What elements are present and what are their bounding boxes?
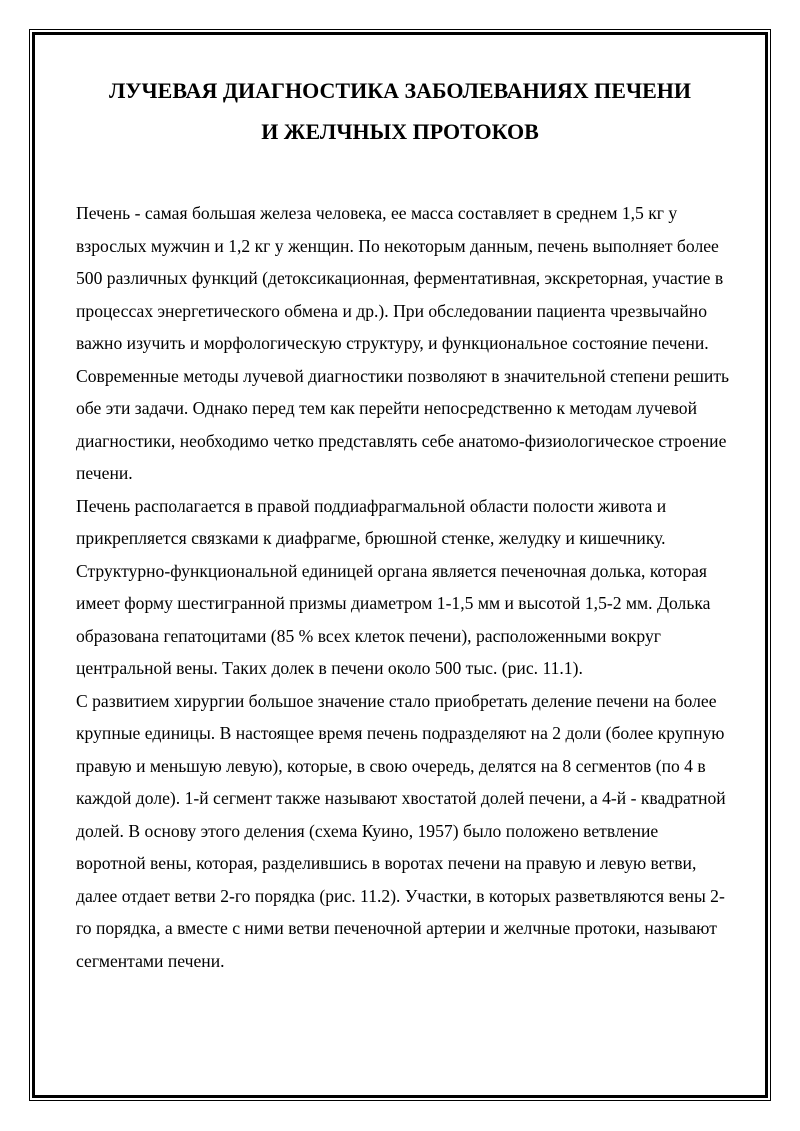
document-title: [40, 70, 760, 152]
title-line-2: И ЖЕЛЧНЫХ ПРОТОКОВ: [261, 119, 539, 144]
paragraph-3: С развитием хирургии большое значение стало приобретать деление печени на более крупные единицы. В настоящее время печень подразделяют на 2 доли (более крупную правую и меньшую левую), которые, в свою очередь, делятся на 8 сегментов (по 4 в каждой доле). 1-й сегмент также называют хвостатой долей печени, а 4-й - квадратной долей. В основу этого деления (схема Куино, 1957) было положено ветвление воротной вены, которая, разделившись в воротах печени на правую и левую ветви, далее отдает ветви 2-го порядка (рис. 11.2). Участки, в которых разветвляются вены 2-го порядка, а вместе с ними ветви печеночной артерии и желчные протоки, называют сегментами печени.: [76, 690, 726, 971]
title-line-1: ЛУЧЕВАЯ ДИАГНОСТИКА ЗАБОЛЕВАНИЯХ ПЕЧЕНИ: [108, 78, 692, 103]
paragraph-1: Печень - самая большая железа человека, ее масса составляет в среднем 1,5 кг у взрослых мужчин и 1,2 кг у женщин. По некоторым данным, печень выполняет более 500 различных функций (детоксикационная, ферментативная, экскреторная, участие в процессах энергетического обмена и др.). При обследовании пациента чрезвычайно важно изучить и морфологическую структуру, и функциональное состояние печени. Современные методы лучевой диагностики позволяют в значительной степени решить обе эти задачи. Однако перед тем как перейти непосредственно к методам лучевой диагностики, необходимо четко представлять себе анатомо-физиологическое строение печени.: [76, 203, 730, 483]
paragraph-2: Печень располагается в правой поддиафрагмальной области полости живота и прикрепляется связками к диафрагме, брюшной стенке, желудку и кишечнику. Структурно-функциональной единицей органа является печеночная долька, которая имеет форму шестигранной призмы диаметром 1-1,5 мм и высотой 1,5-2 мм. Долька образована гепатоцитами (85 % всех клеток печени), расположенными вокруг центральной вены. Таких долек в печени около 500 тыс. (рис. 11.1).: [76, 495, 711, 678]
document-body: [76, 197, 732, 977]
